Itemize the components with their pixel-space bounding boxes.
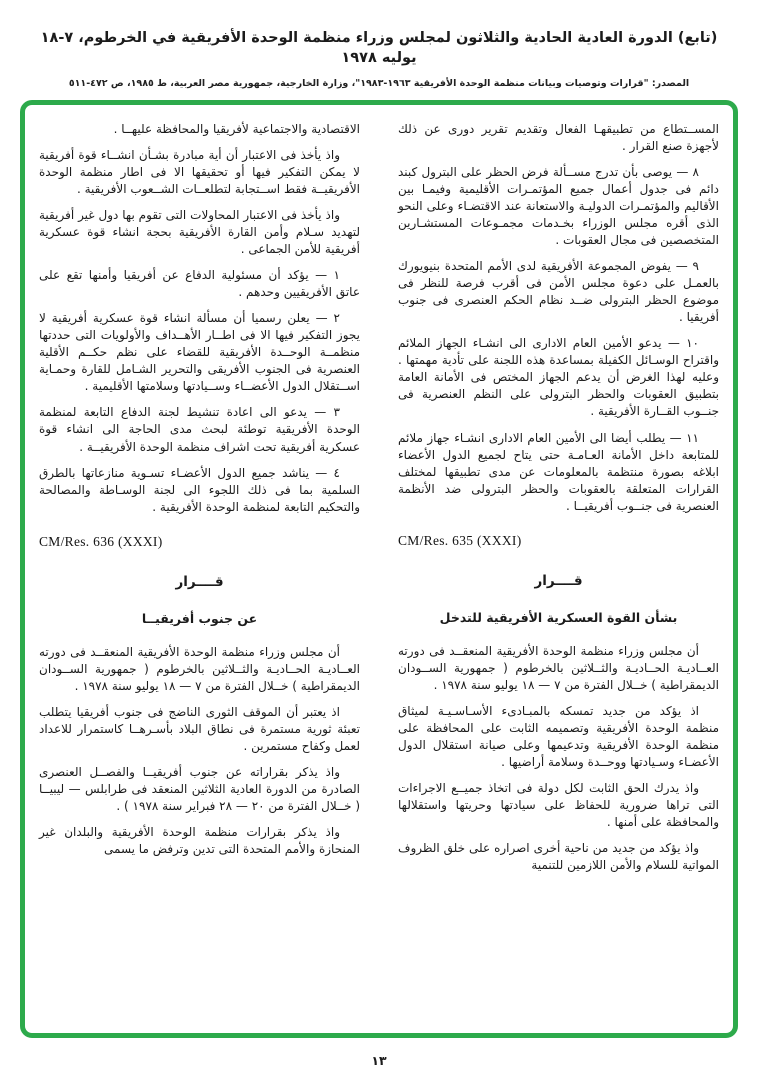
paragraph-item-4: ٤ — يناشد جميع الدول الأعضـاء تسـوية منازعاتها بالطرق السلمية بما فى ذلك اللجوء الى لجنة الوسـاطة والمصالحة والتحكيم التابعة لمنظمة الوحدة الأفريقية . <box>39 465 360 514</box>
paragraph-item-8: ٨ — يوصى بأن تدرج مســألة فرض الحظر على البترول كبند دائم فى جدول أعمال جميع المؤتمـرات الأقليمية وفيمـا بين الأقاليم والمؤتمـرات الدوليـة والاستعانة عند الاقتضـاء وعلى النحو الذى أقره مجلس الوزراء بخـدمات مجمـوعات المستشـارين المتخصصين فى مجال العقوبات . <box>398 165 719 248</box>
resolution-subheading-635: بشأن القوة العسكرية الأفريقية للتدخل <box>439 609 678 625</box>
paragraph-item-9: ٩ — يفوض المجموعة الأفريقية لدى الأمم المتحدة بنيويورك بالعمـل على دعوة مجلس الأمن فى أقرب فرصة للنظر فى موضوع الحظر البترولى ضــد نظام الحكم العنصرى فى جنوب أفريقيا . <box>398 259 719 325</box>
paragraph-preamble: واذ يؤكد من جديد من ناحية أخرى اصراره على خلق الظروف المواتية للسلام والأمن اللازمين للتنمية <box>398 841 719 873</box>
page-footer <box>0 1053 758 1068</box>
resolution-subheading-636: عن جنوب أفريقيــا <box>141 610 258 626</box>
two-column-layout <box>39 121 719 1023</box>
paragraph-item-10: ١٠ — يدعو الأمين العام الادارى الى انشـاء الجهاز الملائم واقتراح الوسـائل الكفيلة بمساعدة هذه اللجنة على تأدية مهمتها . وعليه لهذا الغرض أن يدعم الجهاز المختص فى الأمانة العامة بتطبيق العقوبات والحظر البترولى على النظم العنصرية فى جنــوب القــارة الأفريقية . <box>398 336 719 419</box>
document-header <box>0 28 758 89</box>
content-frame <box>20 100 738 1038</box>
paragraph-preamble: اذ يعتبر أن الموقف الثورى الناضج فى جنوب أفريقيا يتطلب تعبئة ثورية مستمرة فى نطاق البلاد بأسـرهــا كاستمرار للاعداد لعمل وكفاح مستمرين . <box>39 704 360 753</box>
paragraph-preamble: واذ يدرك الحق الثابت لكل دولة فى اتخاذ جميــع الاجراءات التى تراها ضرورية للحفاظ على سيادتها وحريتها واستقلالها والمحافظة على أمنها . <box>398 780 719 829</box>
paragraph-preamble: اذ يؤكد من جديد تمسكه بالمبـادىء الأسـاسـيـة لميثاق منظمة الوحدة الأفريقية وتصميمه الثابت على المحافظة على منظمة الوحدة الأفريقية وتدعيمها وعلى صيانة استقلال الدول الأعضـاء وسـيادتها ووحــدة وسلامة أراضيها . <box>398 703 719 769</box>
document-source-line: المصدر: "قرارات وتوصيات وبيانات منظمة الوحدة الأفريقية ١٩٦٣-١٩٨٣"، وزارة الخارجية، جمهورية مصر العربية، ط ١٩٨٥، ص ٤٧٢-٥١١ <box>68 77 690 89</box>
page-number: ١٣ <box>371 1053 387 1068</box>
paragraph-preamble: أن مجلس وزراء منظمة الوحدة الأفريقية المنعقــد فى دورته العــاديـة الحــاديـة والثــلاثين بالخرطوم ( جمهورية الســودان الديمقراطية ) خــلال الفترة من ٧ — ١٨ يوليو سنة ١٩٧٨ . <box>398 643 719 692</box>
paragraph-preamble: واذ يذكر بقراراته عن جنوب أفريقيــا والفصــل العنصرى الصادرة من الدورة العادية الثلاثين المنعقد فى طرابلس — ليبيــا ( خــلال الفترة من ٢٠ — ٢٨ فبراير سنة ١٩٧٨ ) . <box>39 764 360 813</box>
paragraph-item-3: ٣ — يدعو الى اعادة تنشيط لجنة الدفاع التابعة لمنظمة الوحدة الأفريقية توطئة لبحث مدى الحاجة الى انشاء قوة عسكرية أفريقية تحت اشراف منظمة الوحدة الأفريقيــة . <box>39 405 360 454</box>
resolution-heading-635: قــــرار <box>534 572 583 589</box>
document-title: (تابع) الدورة العادية الحادية والثلاثون لمجلس وزراء منظمة الوحدة الأفريقية في الخرطوم، ٧-١٨ يوليه ١٩٧٨ <box>40 30 718 67</box>
paragraph-item-11: ١١ — يطلب أيضا الى الأمين العام الادارى انشـاء جهاز ملائم للمتابعة داخل الأمانة العـامـة حتى يتاح لجميع الدول الأعضاء ابلاغه بصورة منتظمة بالمعلومات عن مدى تطبيقها لمختلف القرارات المتعلقة بالعقوبات والحظر البترولى ضد الأنظمة العنصرية فى جنــوب أفريقيــا . <box>398 430 719 513</box>
resolution-heading-636: قــــرار <box>175 573 224 590</box>
paragraph-item-2: ٢ — يعلن رسميا أن مسألة انشاء قوة عسكرية أفريقية لا يجوز التفكير فيها الا فى اطــار الأهــداف والأولويات التى حددتها منظمــة الوحــدة الأفريقية للقضاء على نظم حكــم الأقلية العنصرية فى الجنوب الأفريقى والتحرير الشـامل للقارة وحمـاية اســتقلال الدول الأعضــاء وســيادتها وسلامتها الأقليمية . <box>39 311 360 394</box>
resolution-number-636: CM/Res. 636 (XXXI) <box>39 533 163 549</box>
paragraph-continuation: الاقتصادية والاجتماعية لأفريقيا والمحافظة عليهــا . <box>113 122 360 136</box>
column-right <box>398 121 719 1023</box>
paragraph-preamble: أن مجلس وزراء منظمة الوحدة الأفريقية المنعقــد فى دورته العــاديـة الحــاديـة والثــلاثين بالخرطوم ( جمهورية الســودان الديمقراطية ) خــلال الفترة من ٧ — ١٨ يوليو سنة ١٩٧٨ . <box>39 644 360 693</box>
resolution-number-635: CM/Res. 635 (XXXI) <box>398 532 522 548</box>
paragraph-preamble: واذ يأخذ فى الاعتبار أن أية مبادرة بشـأن انشــاء قوة أفريقية لا يمكن التفكير فيها أو تحقيقها الا فى اطار منظمة الوحدة الأفريقيــة فقط اســتجابة لتطلعــات الشــعوب الأفريقية . <box>39 148 360 197</box>
paragraph-preamble: واذ يأخذ فى الاعتبار المحاولات التى تقوم بها دول غير أفريقية لتهديد سـلام وأمن القارة الأفريقية بحجة انشاء قوة عسكرية أفريقية للأمن الجماعى . <box>39 208 360 257</box>
paragraph-continuation: المســتطاع من تطبيقهـا الفعال وتقديم تقرير دورى عن ذلك لأجهزة صنع القرار . <box>398 122 719 154</box>
paragraph-item-1: ١ — يؤكد أن مسئولية الدفاع عن أفريقيا وأمنها تقع على عاتق الأفريقيين وحدهم . <box>39 268 360 300</box>
column-left <box>39 121 360 1023</box>
paragraph-preamble: واذ يذكر بقرارات منظمة الوحدة الأفريقية والبلدان غير المنحازة والأمم المتحدة التى تدين وترفض ما يسمى <box>39 824 360 856</box>
